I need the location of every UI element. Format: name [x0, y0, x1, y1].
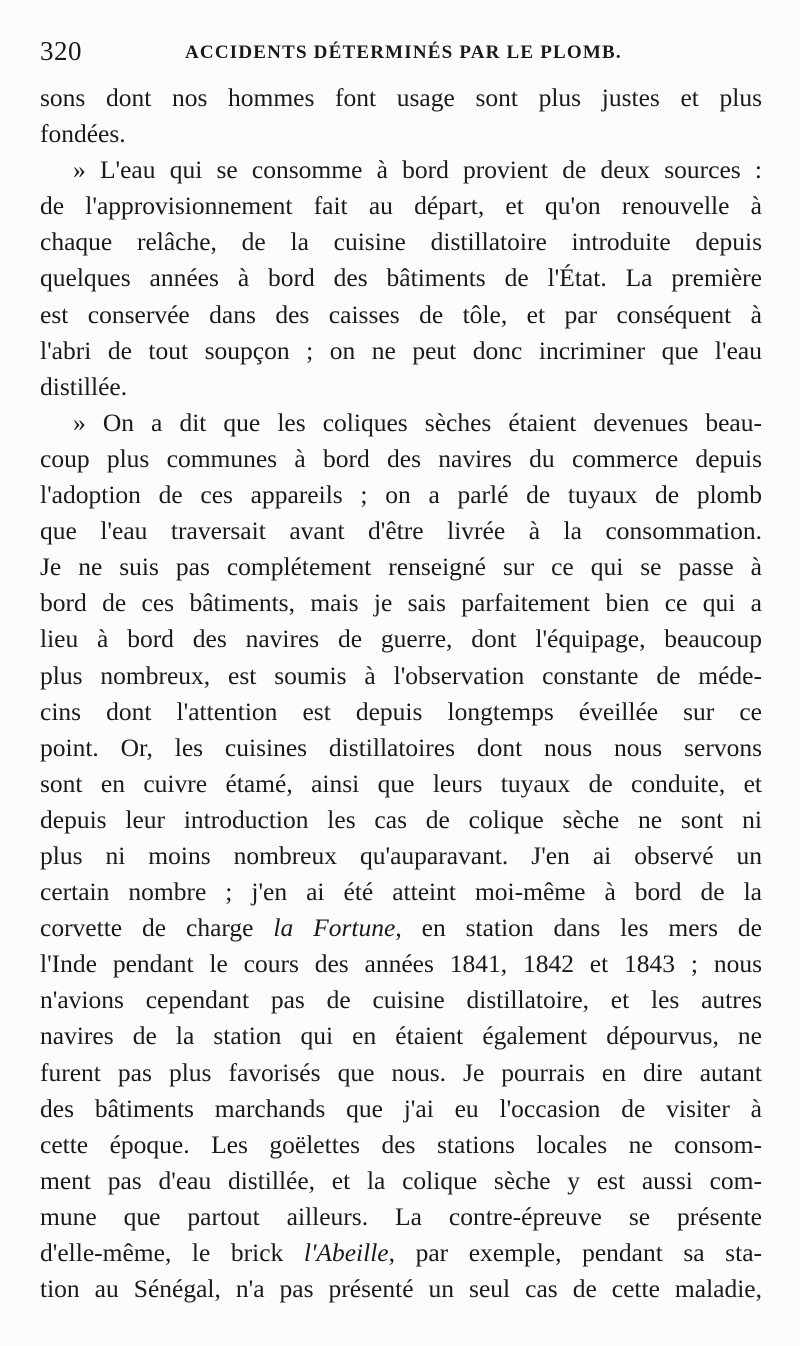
text-line: tion au Sénégal, n'a pas présenté un seul cas de cette maladie, — [40, 1274, 762, 1304]
text-line: fondées. — [40, 119, 126, 149]
text-line: plus ni moins nombreux qu'auparavant. J'en ai observé un — [40, 840, 762, 870]
ship-name: la Fortune — [273, 913, 396, 943]
text-line: est conservée dans des caisses de tôle, et par conséquent à — [40, 299, 762, 329]
text-line: sons dont nos hommes font usage sont plus justes et plus — [40, 83, 762, 112]
text-line: furent pas plus favorisés que nous. Je pourrais en dire autant — [40, 1057, 762, 1087]
text-line-with-italic — [40, 910, 762, 946]
text-line: sont en cuivre étamé, ainsi que leurs tuyaux de conduite, et — [40, 768, 762, 798]
text-line: lieu à bord des navires de guerre, dont l'équipage, beaucoup — [40, 624, 762, 654]
text-line: quelques années à bord des bâtiments de l'État. La première — [40, 263, 762, 293]
page-header — [40, 36, 760, 72]
text-line: que l'eau traversait avant d'être livrée à la consommation. — [40, 516, 762, 546]
text-line: des bâtiments marchands que j'ai eu l'occasion de visiter à — [40, 1093, 762, 1123]
text-line: certain nombre ; j'en ai été atteint moi-même à bord de la — [40, 877, 762, 907]
text-line: l'abri de tout soupçon ; on ne peut donc incriminer que l'eau — [40, 335, 762, 365]
text-line: cette époque. Les goëlettes des stations locales ne consom- — [40, 1129, 762, 1159]
body-text — [40, 80, 762, 1307]
text-line: depuis leur introduction les cas de colique sèche ne sont ni — [40, 804, 762, 834]
text-line: l'adoption de ces appareils ; on a parlé de tuyaux de plomb — [40, 480, 762, 510]
text-fragment: , en station dans les mers de — [395, 913, 762, 943]
text-line: de l'approvisionnement fait au départ, et qu'on renouvelle à — [40, 191, 762, 221]
text-line: chaque relâche, de la cuisine distillatoire introduite depuis — [40, 227, 762, 257]
text-line: mune que partout ailleurs. La contre-épreuve se présente — [40, 1201, 762, 1231]
text-line: point. Or, les cuisines distillatoires dont nous nous servons — [40, 732, 762, 762]
text-fragment: corvette de charge — [40, 913, 274, 943]
text-line: n'avions cependant pas de cuisine distillatoire, et les autres — [40, 985, 762, 1015]
text-line-with-italic — [40, 1235, 762, 1271]
text-line: bord de ces bâtiments, mais je sais parfaitement bien ce qui a — [40, 588, 762, 618]
text-line: Je ne suis pas complétement renseigné sur ce qui se passe à — [40, 552, 762, 582]
page-number: 320 — [40, 36, 82, 66]
ship-name: l'Abeille — [303, 1238, 389, 1267]
text-line: l'Inde pendant le cours des années 1841, 1842 et 1843 ; nous — [40, 949, 762, 979]
text-fragment: d'elle-même, le brick — [40, 1238, 304, 1267]
text-line: » On a dit que les coliques sèches étaient devenues beau- — [73, 407, 762, 437]
text-line: distillée. — [40, 371, 128, 401]
text-line: plus nombreux, est soumis à l'observation constante de méde- — [40, 660, 762, 690]
text-fragment: , par exemple, pendant sa sta- — [388, 1238, 763, 1267]
text-line: coup plus communes à bord des navires du commerce depuis — [40, 443, 762, 473]
running-head: ACCIDENTS DÉTERMINÉS PAR LE PLOMB. — [185, 42, 622, 63]
text-line: ment pas d'eau distillée, et la colique sèche y est aussi com- — [40, 1165, 762, 1195]
text-line: cins dont l'attention est depuis longtemps éveillée sur ce — [40, 696, 762, 726]
text-line: navires de la station qui en étaient également dépourvus, ne — [40, 1021, 762, 1051]
text-line: » L'eau qui se consomme à bord provient de deux sources : — [73, 155, 762, 185]
